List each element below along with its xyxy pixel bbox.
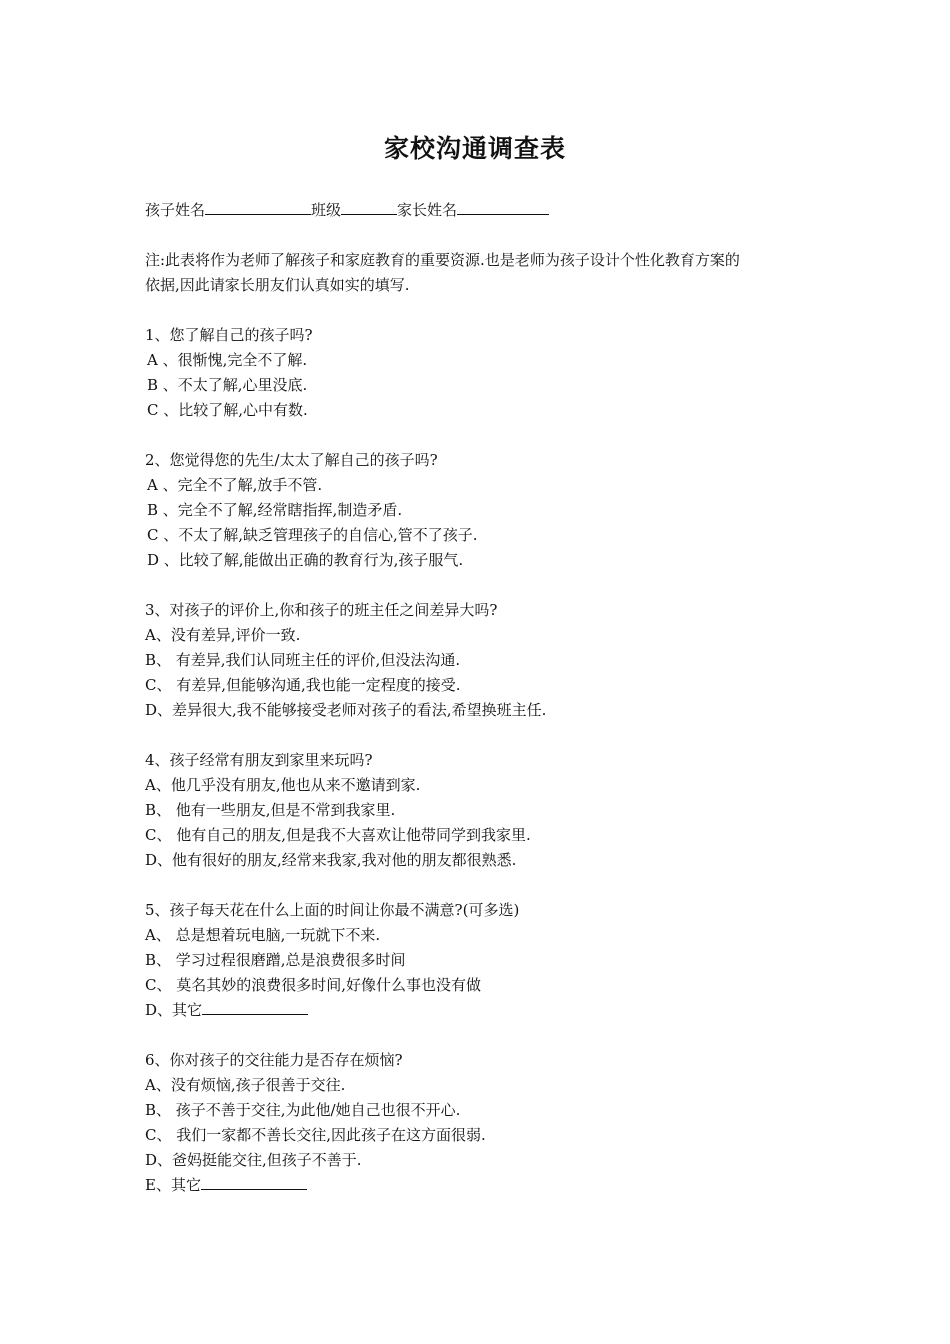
option-other-label: E、其它	[145, 1176, 201, 1194]
question-text: 2、您觉得您的先生/太太了解自己的孩子吗?	[145, 451, 438, 469]
other-blank[interactable]	[201, 1173, 307, 1190]
option[interactable]: B、 有差异,我们认同班主任的评价,但没法沟通.	[145, 651, 461, 669]
question-3	[145, 598, 825, 723]
question-text: 1、您了解自己的孩子吗?	[145, 326, 313, 344]
option[interactable]: B 、完全不了解,经常瞎指挥,制造矛盾.	[147, 501, 403, 519]
option[interactable]: B、 孩子不善于交往,为此他/她自己也很不开心.	[145, 1101, 461, 1119]
option[interactable]: C、 莫名其妙的浪费很多时间,好像什么事也没有做	[145, 976, 482, 994]
option[interactable]: D 、比较了解,能做出正确的教育行为,孩子服气.	[147, 551, 464, 569]
option[interactable]: D、他有很好的朋友,经常来我家,我对他的朋友都很熟悉.	[145, 851, 517, 869]
option[interactable]: A 、很惭愧,完全不了解.	[147, 351, 308, 369]
class-label: 班级	[311, 201, 342, 219]
question-text: 5、孩子每天花在什么上面的时间让你最不满意?(可多选)	[145, 901, 520, 919]
option[interactable]: B、 他有一些朋友,但是不常到我家里.	[145, 801, 396, 819]
option[interactable]: D、差异很大,我不能够接受老师对孩子的看法,希望换班主任.	[145, 701, 547, 719]
page-title: 家校沟通调查表	[383, 134, 566, 163]
question-text: 6、你对孩子的交往能力是否存在烦恼?	[145, 1051, 403, 1069]
option-other[interactable]	[145, 1173, 825, 1198]
info-line	[145, 198, 825, 223]
option-other-label: D、其它	[145, 1001, 203, 1019]
class-blank[interactable]	[341, 198, 397, 215]
option[interactable]: B 、不太了解,心里没底.	[147, 376, 308, 394]
option[interactable]: C 、比较了解,心中有数.	[147, 401, 308, 419]
other-blank[interactable]	[202, 998, 308, 1015]
question-text: 3、对孩子的评价上,你和孩子的班主任之间差异大吗?	[145, 601, 498, 619]
option[interactable]: C、 他有自己的朋友,但是我不大喜欢让他带同学到我家里.	[145, 826, 531, 844]
question-2	[145, 448, 825, 573]
option[interactable]: C、 我们一家都不善长交往,因此孩子在这方面很弱.	[145, 1126, 486, 1144]
note-line-1: 注:此表将作为老师了解孩子和家庭教育的重要资源.也是老师为孩子设计个性化教育方案的	[145, 251, 740, 269]
survey-content	[145, 198, 825, 1198]
option[interactable]: A、没有烦恼,孩子很善于交往.	[145, 1076, 346, 1094]
option[interactable]: B、 学习过程很磨蹭,总是浪费很多时间	[145, 951, 406, 969]
question-5	[145, 898, 825, 1023]
question-text: 4、孩子经常有朋友到家里来玩吗?	[145, 751, 373, 769]
child-name-label: 孩子姓名	[145, 201, 206, 219]
option[interactable]: A、他几乎没有朋友,他也从来不邀请到家.	[145, 776, 421, 794]
option[interactable]: D、爸妈挺能交往,但孩子不善于.	[145, 1151, 362, 1169]
parent-name-label: 家长姓名	[397, 201, 458, 219]
note-line-2: 依据,因此请家长朋友们认真如实的填写.	[145, 276, 410, 294]
option[interactable]: A 、完全不了解,放手不管.	[147, 476, 323, 494]
option[interactable]: A、 总是想着玩电脑,一玩就下不来.	[145, 926, 381, 944]
question-4	[145, 748, 825, 873]
parent-name-blank[interactable]	[457, 198, 549, 215]
option[interactable]: C 、不太了解,缺乏管理孩子的自信心,管不了孩子.	[147, 526, 478, 544]
child-name-blank[interactable]	[205, 198, 311, 215]
question-1	[145, 323, 825, 423]
question-6	[145, 1048, 825, 1198]
option-other[interactable]	[145, 998, 825, 1023]
option[interactable]: A、没有差异,评价一致.	[145, 626, 301, 644]
option[interactable]: C、 有差异,但能够沟通,我也能一定程度的接受.	[145, 676, 461, 694]
